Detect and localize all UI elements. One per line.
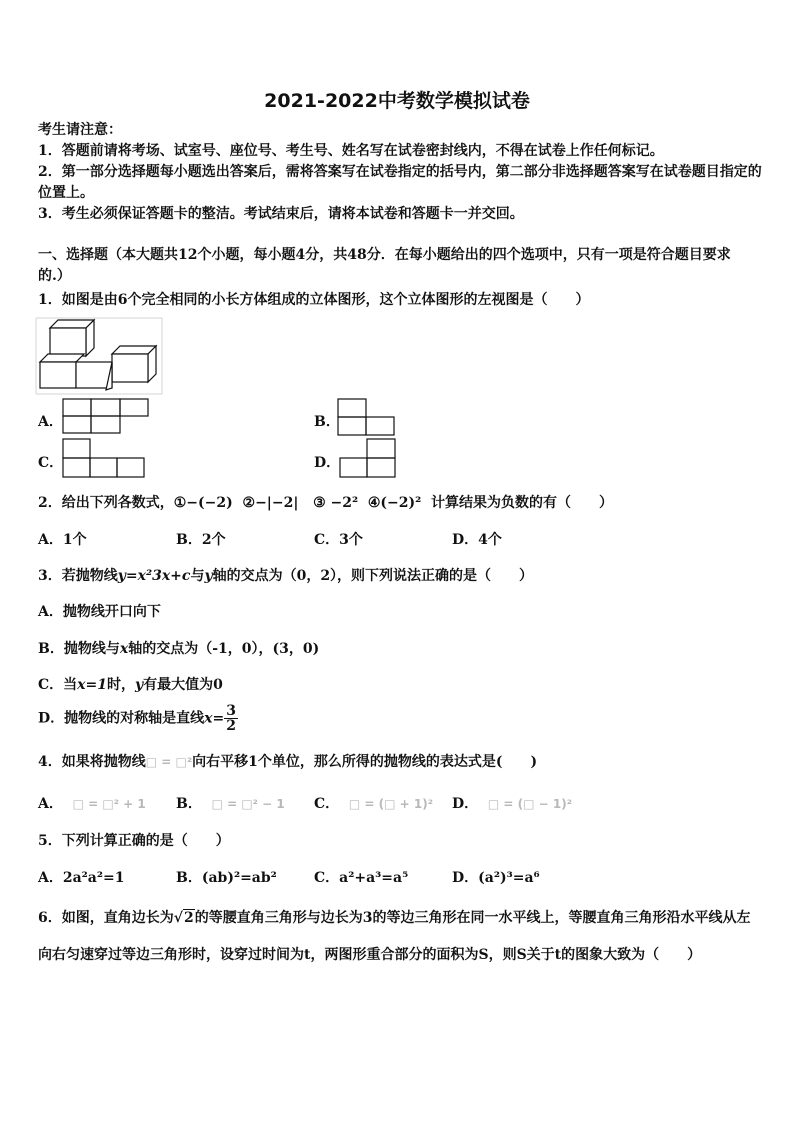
q3-stem-part-2: 与	[190, 568, 205, 584]
q3-option-b-part-1: B．抛物线与	[38, 641, 120, 657]
q1-option-a-figure	[62, 398, 150, 434]
q2-option-a: A．1个	[38, 532, 87, 548]
page-title: 2021-2022中考数学模拟试卷	[264, 90, 530, 112]
q4-option-b-label: B．	[176, 796, 202, 812]
q5-option-d: D．(a²)³=a⁶	[452, 870, 540, 886]
q3-option-c	[38, 675, 223, 695]
q4-option-d-label: D．	[452, 796, 479, 812]
q3-option-d-x: x=	[204, 710, 225, 727]
q3-option-c-part-1: C．当	[38, 677, 78, 693]
q3-option-c-part-2: 时，	[106, 677, 135, 693]
q3-option-a: A．抛物线开口向下	[38, 604, 161, 620]
notice-item-1: 1．答题前请将考场、试室号、座位号、考生号、姓名写在试卷密封线内，不得在试卷上作任何标记。	[38, 143, 664, 159]
q4-stem-part-1: 4．如果将抛物线	[38, 754, 146, 770]
q3-option-c-y: y	[134, 677, 144, 693]
question-6-line-2: 向右匀速穿过等边三角形时，设穿过时间为t，两图形重合部分的面积为S，则S关于t的图象大致为（ ）	[38, 947, 702, 963]
q1-option-c-figure	[62, 438, 148, 478]
q4-option-a-expr: □ = □² + 1	[72, 797, 146, 811]
q2-expr-4: ④(−2)²	[367, 495, 422, 511]
q3-y-var: y	[204, 568, 213, 584]
q4-option-b-expr: □ = □² − 1	[211, 797, 285, 811]
q1-option-b-figure	[337, 398, 397, 436]
q1-option-c-label: C．	[38, 455, 64, 471]
q3-option-d-fraction	[224, 704, 238, 733]
section-heading-cont: 的.）	[38, 268, 71, 284]
q3-stem-part-1: 3．若抛物线	[38, 568, 118, 584]
notice-item-2: 2．第一部分选择题每小题选出答案后，需将答案写在试卷指定的括号内，第二部分非选择题答案写在试卷题目指定的	[38, 164, 762, 180]
q4-option-d-expr: □ = (□ − 1)²	[487, 797, 572, 811]
q2-option-d: D．4个	[452, 532, 502, 548]
notice-item-3: 3．考生必须保证答题卡的整洁。考试结束后，请将本试卷和答题卡一并交回。	[38, 206, 524, 222]
q4-option-a	[38, 794, 146, 814]
q3-option-d	[38, 704, 238, 733]
q5-option-c: C．a²+a³=a⁵	[314, 870, 409, 886]
question-5-stem: 5．下列计算正确的是（ ）	[38, 833, 230, 849]
q1-option-d-label: D．	[314, 455, 341, 471]
q4-option-b	[176, 794, 285, 814]
q3-stem-part-3: 轴的交点为（0，2），则下列说法正确的是（ ）	[212, 568, 534, 584]
fraction-numerator: 3	[226, 703, 236, 719]
q3-option-b-part-2: 轴的交点为（-1，0），(3，0)	[128, 641, 320, 657]
q1-solid-figure	[36, 318, 166, 394]
q2-suffix: 计算结果为负数的有（ ）	[431, 495, 614, 511]
q3-option-b	[38, 639, 319, 659]
q2-option-c: C．3个	[314, 532, 363, 548]
q1-option-b-label: B．	[314, 414, 340, 430]
q6-part-1: 6．如图，直角边长为	[38, 910, 174, 926]
q3-option-c-part-3: 有最大值为0	[143, 677, 223, 693]
q2-expr-3: ③ −2²	[313, 495, 359, 511]
q4-option-a-label: A．	[38, 796, 63, 812]
q2-expr-2: ②−|−2|	[242, 495, 299, 511]
q4-option-c	[314, 794, 433, 814]
question-3-stem	[38, 566, 533, 586]
q2-option-b: B．2个	[176, 532, 226, 548]
q4-stem-part-2: 向右平移1个单位，那么所得的抛物线的表达式是( )	[192, 754, 538, 770]
notice-heading: 考生请注意：	[38, 122, 122, 138]
q3-option-b-x: x	[119, 641, 129, 657]
q1-option-d-figure	[339, 438, 397, 478]
q4-equation: □ = □²	[145, 755, 193, 769]
q6-sqrt-radicand: 2	[183, 910, 194, 926]
q2-expr-1: ①−(−2)	[173, 495, 233, 511]
notice-item-2-cont: 位置上。	[38, 185, 94, 201]
question-4-stem	[38, 752, 537, 772]
q6-part-2: 的等腰直角三角形与边长为3的等边三角形在同一水平线上，等腰直角三角形沿水平线从左	[194, 910, 751, 926]
question-2-stem	[38, 493, 613, 513]
q5-option-a: A．2a²a²=1	[38, 870, 125, 886]
q4-option-c-expr: □ = (□ + 1)²	[348, 797, 433, 811]
question-6-line-1	[38, 908, 750, 928]
q1-option-a-label: A．	[38, 414, 63, 430]
q4-option-c-label: C．	[314, 796, 340, 812]
section-heading: 一、选择题（本大题共12个小题，每小题4分，共48分．在每小题给出的四个选项中，只有一项是符合题目要求	[38, 247, 731, 263]
q3-option-d-part-1: D．抛物线的对称轴是直线	[38, 710, 205, 727]
q5-option-b: B．(ab)²=ab²	[176, 870, 277, 886]
q3-equation: y=x²3x+c	[117, 568, 191, 584]
q2-prefix: 2．给出下列各数式，	[38, 495, 174, 511]
q3-option-c-x: x=1	[77, 677, 107, 693]
question-1-stem: 1．如图是由6个完全相同的小长方体组成的立体图形，这个立体图形的左视图是（ ）	[38, 292, 590, 308]
fraction-denominator: 2	[226, 718, 236, 734]
q6-sqrt: √2	[173, 910, 194, 926]
q4-option-d	[452, 794, 572, 814]
